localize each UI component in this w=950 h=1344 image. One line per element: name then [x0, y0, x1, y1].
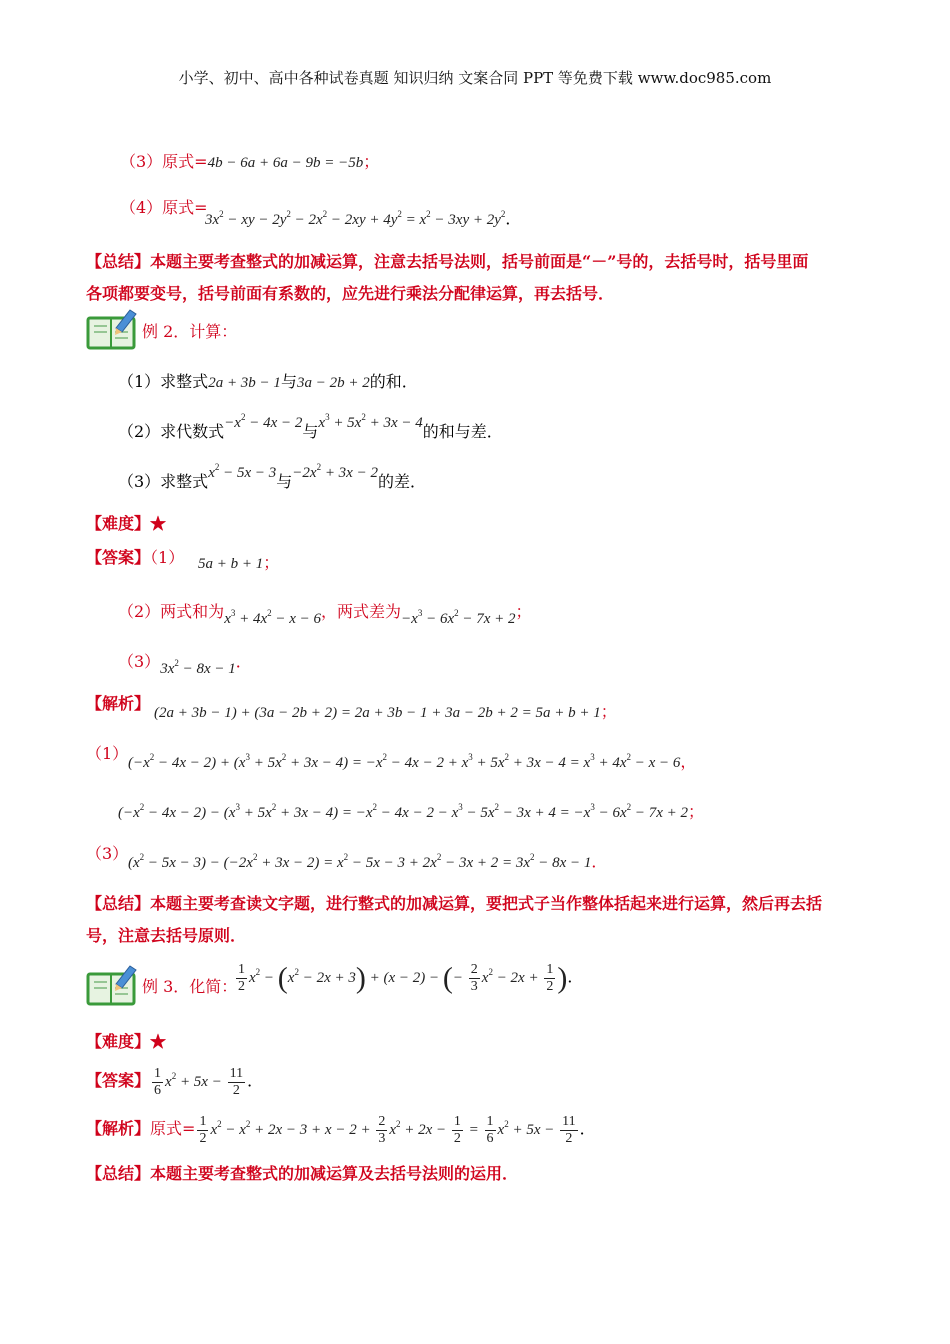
q1-expression-b: 3a − 2b + 2: [296, 375, 370, 391]
answer-tag: 【答案】: [86, 548, 151, 567]
summary-3-tag: 【总结】: [86, 1164, 151, 1183]
difficulty-tag: 【难度】: [86, 514, 151, 533]
answer-3-end: ．: [247, 1071, 264, 1090]
example-3-difficulty: [86, 1030, 166, 1054]
prev-item-3: [120, 150, 379, 175]
ans2-connector: ，两式差为: [321, 602, 402, 621]
page-header: 小学、初中、高中各种试卷真题 知识归纳 文案合同 PPT 等免费下载 www.doc985.com: [178, 69, 772, 87]
example-2-difficulty: [86, 512, 166, 536]
q3-suffix: 的差．: [377, 472, 426, 491]
summary-1-line-1: [86, 250, 808, 274]
example-2-answer-3: $(3)3x^2 - 8x - 1$．: [118, 652, 252, 677]
item-3-label: （3）原式=: [120, 152, 208, 171]
example-2-answer-1-expr: [198, 551, 279, 576]
book-pencil-icon: [86, 964, 138, 1006]
prev-item-4-expression: $3x^2$ − xy − $2y^2 - 2x^2 - 2xy + 4y^2 = x^2 - 3xy + 2y^2$．: [205, 209, 522, 228]
summary-2-text-1: 本题主要考查读文字题，进行整式的加减运算，要把式子当作整体括起来进行运算，然后再去括: [150, 894, 823, 913]
example-2-question-2: （2）求代数式$-x^2 - 4x - 2$与$x^3 + 5x^2 + 3x - 4$的和与差．: [118, 412, 503, 441]
q3-prefix: （3）求整式: [118, 472, 209, 491]
difficulty-stars-3: ★: [150, 1032, 167, 1051]
item-3-expression: 4b − 6a + 6a − 9b = −5b: [207, 155, 364, 171]
example-3-title: [142, 975, 237, 999]
summary-1-tag: 【总结】: [86, 252, 151, 271]
q2-suffix: 的和与差．: [422, 422, 503, 441]
ans3-end: ．: [235, 652, 252, 671]
q1-expression-a: 2a + 3b − 1: [208, 375, 281, 391]
summary-2-line-1: [86, 892, 822, 916]
summary-2-tag: 【总结】: [86, 894, 151, 913]
difficulty-tag-3: 【难度】: [86, 1032, 151, 1051]
example-2-analysis-line-3: $(-x^2 - 4x - 2) - (x^3 + 5x^2 + 3x - 4) = -x^2 - 4x - 2 - x^3 - 5x^2 - 3x + 4 = -x^3 - 6x^2 - 7x + 2$；: [118, 802, 705, 821]
example-2-title-text: 例 2．计算：: [142, 322, 238, 341]
example-2-analysis-tag: 【解析】: [86, 694, 151, 713]
q2-connector: 与: [302, 422, 319, 441]
analysis-2-label: （1）: [86, 744, 129, 763]
q1-prefix: （1）求整式: [118, 372, 209, 391]
analysis-4-end: ．: [591, 852, 608, 871]
summary-2-line-2: 号，注意去括号原则．: [86, 926, 247, 945]
q3-connector: 与: [276, 472, 293, 491]
q1-suffix: 的和．: [369, 372, 418, 391]
example-2-title: [142, 320, 237, 344]
ans1-label: （1）: [150, 548, 185, 567]
book-pencil-icon: [86, 308, 138, 350]
example-2-analysis-line-2: $(-x^2 - 4x - 2) + (x^3 + 5x^2 + 3x - 4) = -x^2 - 4x - 2 + x^3 + 5x^2 + 3x - 4 = x^3 + 4x^2 - x - 6$，: [128, 752, 697, 771]
ans3-label: （3）: [118, 652, 161, 671]
q2-prefix: （2）求代数式: [118, 422, 225, 441]
item-4-end: ．: [505, 209, 522, 228]
q1-connector: 与: [280, 372, 297, 391]
example-2-analysis-line-1: (2a + 3b − 1) + (3a − 2b + 2) = 2a + 3b − 1 + 3a − 2b + 2 = 5a + b + 1；: [154, 702, 617, 721]
example-3-title-end: ．: [567, 967, 584, 986]
summary-1-line-2: 各项都要变号，括号前面有系数的，应先进行乘法分配律运算，再去括号．: [86, 284, 615, 303]
example-3-answer: 【答案】 $\frac{1}{6}$ $x^2 + 5x$ − $\frac{11}{2}$ ．: [86, 1066, 264, 1099]
summary-1-text-1: 本题主要考查整式的加减运算，注意去括号法则，括号前面是“－”号的，去括号时，括号里面: [150, 252, 809, 271]
analysis-tag-3: 【解析】: [86, 1119, 151, 1138]
ans1-expression: 5a + b + 1: [198, 556, 264, 572]
analysis-4-label: （3）: [86, 844, 129, 863]
ans2-end: ；: [515, 602, 532, 621]
analysis-3-end: ；: [688, 802, 705, 821]
example-2-question-3: （3）求整式$x^2 - 5x - 3$与$-2x^2 + 3x - 2$的差．: [118, 462, 426, 491]
prev-item-4-label: （4）原式=: [120, 198, 208, 217]
analysis-1-end: ；: [600, 702, 617, 721]
example-2-analysis-line-4: $(x^2 - 5x - 3) - (-2x^2 + 3x - 2) = x^2 - 5x - 3 + 2x^2 - 3x + 2 = 3x^2 - 8x - 1$．: [128, 852, 608, 871]
example-3-expression: $\frac{1}{2}$ $x^2 - (x^2 - 2x + 3) + (x - 2)$ − (− $\frac{2}{3}$ $x^2 - 2x$ + $\frac{1}{2}$ )．: [238, 961, 584, 995]
example-3-title-text: 例 3．化简：: [142, 977, 238, 996]
example-2-answer-1: [86, 546, 184, 570]
ans2-label: （2）两式和为: [118, 602, 225, 621]
example-2-answer-2: （2）两式和为$x^3 + 4x^2 - x - 6$，两式差为$-x^3 - 6x^2 - 7x + 2$；: [118, 602, 532, 627]
item-3-end: ；: [363, 152, 380, 171]
analysis-2-end: ，: [680, 752, 697, 771]
summary-3-text: 本题主要考查整式的加减运算及去括号法则的运用．: [150, 1164, 519, 1183]
answer-tag-3: 【答案】: [86, 1071, 151, 1090]
example-3-summary: [86, 1162, 518, 1186]
analysis-3-prefix: 原式=: [150, 1119, 196, 1138]
analysis-3b-end: ．: [579, 1119, 596, 1138]
example-2-question-1: [118, 370, 418, 395]
example-3-analysis: 【解析】原式= $\frac{1}{2}$ $x^2 - x^2 + 2x - 3 + x - 2$ + $\frac{2}{3}$ $x^2 + 2x$ − $\frac{1}{2}$ = $\frac{1}{6}$ $x^2 + 5x$ − $\frac{11}{2}$ ．: [86, 1114, 596, 1147]
ans1-end: ；: [263, 553, 280, 572]
difficulty-stars: ★: [150, 514, 167, 533]
